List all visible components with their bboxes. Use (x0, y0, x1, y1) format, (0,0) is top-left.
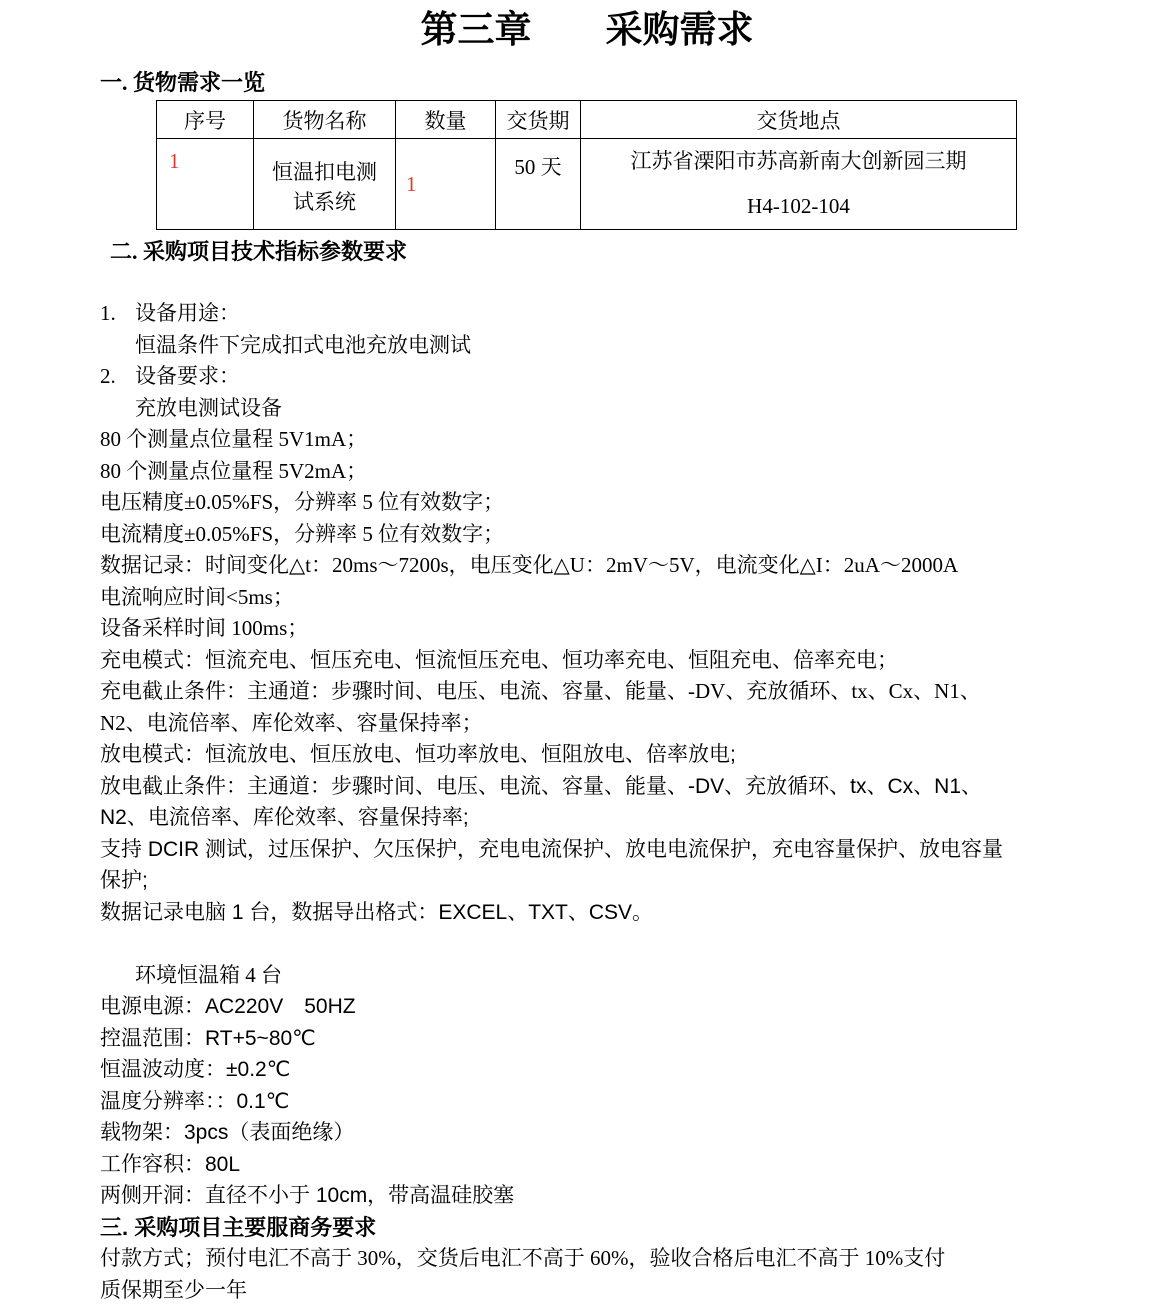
item-number: 2. (100, 364, 116, 388)
item-label: 设备要求： (135, 364, 240, 388)
payment-terms-line: 付款方式；预付电汇不高于 30%，交货后电汇不高于 60%，验收合格后电汇不高于 10%支付 (100, 1246, 946, 1270)
goods-table-row (157, 139, 1017, 230)
spec-line: 充电模式：恒流充电、恒压充电、恒流恒压充电、恒功率充电、恒阻充电、倍率充电； (100, 647, 898, 672)
numbered-item-1 (100, 298, 1174, 330)
delivery-location-line1: 江苏省溧阳市苏高新南大创新园三期 (630, 149, 967, 173)
column-header-serial: 序号 (157, 101, 254, 139)
cell-delivery-period: 50 天 (496, 139, 581, 230)
goods-table (156, 100, 1017, 230)
spec-line: 数据记录：时间变化△t：20ms～7200s，电压变化△U：2mV～5V，电流变化△I：2uA～2000A (100, 553, 959, 577)
spec-line: N2、电流倍率、库伦效率、容量保持率; (100, 806, 469, 829)
thermostat-intro: 环境恒温箱 4 台 (135, 962, 282, 987)
section-heading-goods: 一. 货物需求一览 (100, 70, 266, 95)
column-header-quantity: 数量 (396, 101, 496, 139)
delivery-location-line2: H4-102-104 (747, 194, 850, 218)
section-heading-commercial: 三. 采购项目主要服商务要求 (100, 1214, 377, 1240)
spec-line: 支持 DCIR 测试，过压保护、欠压保护，充电电流保护、放电电流保护，充电容量保护、放电容量 (100, 837, 1003, 861)
column-header-location: 交货地点 (581, 101, 1017, 139)
cell-serial-no: 1 (157, 139, 254, 230)
thermostat-line: 工作容积：80L (100, 1152, 241, 1176)
thermostat-line: 载物架：3pcs（表面绝缘） (100, 1121, 355, 1144)
item-2-detail: 充放电测试设备 (135, 395, 282, 420)
spec-line: 80 个测量点位量程 5V1mA； (100, 427, 368, 451)
spec-line: 设备采样时间 100ms； (100, 616, 309, 640)
spec-line: 放电模式：恒流放电、恒压放电、恒功率放电、恒阻放电、倍率放电; (100, 743, 736, 766)
numbered-item-2 (100, 361, 1174, 393)
thermostat-line: 两侧开洞：直径不小于 10cm，带高温硅胶塞 (100, 1184, 515, 1207)
section-heading-specs: 二. 采购项目技术指标参数要求 (110, 239, 408, 264)
spec-line: 电流响应时间<5ms； (100, 584, 294, 609)
specs-body (100, 298, 1174, 1304)
thermostat-line: 控温范围：RT+5~80℃ (100, 1026, 316, 1050)
goods-name-line2: 试系统 (293, 190, 356, 214)
blank-line (100, 928, 1174, 960)
spec-line: 电压精度±0.05%FS，分辨率 5 位有效数字； (100, 490, 505, 514)
spec-line: 电流精度±0.05%FS，分辨率 5 位有效数字； (100, 521, 505, 546)
cell-quantity: 1 (396, 139, 496, 230)
page-title: 第三章 采购需求 (420, 10, 754, 51)
spec-line: 80 个测量点位量程 5V2mA； (100, 458, 368, 483)
item-number: 1. (100, 301, 116, 325)
warranty-line: 质保期至少一年 (100, 1277, 247, 1302)
column-header-period: 交货期 (496, 101, 581, 139)
spec-line: 保护; (100, 869, 148, 892)
column-header-name: 货物名称 (254, 101, 396, 139)
cell-delivery-location (581, 139, 1017, 230)
item-1-detail: 恒温条件下完成扣式电池充放电测试 (135, 332, 471, 357)
thermostat-line: 电源电源：AC220V 50HZ (100, 995, 356, 1018)
spec-line: 充电截止条件：主通道：步骤时间、电压、电流、容量、能量、-DV、充放循环、tx、Cx、N1、 (100, 679, 981, 703)
goods-name-line1: 恒温扣电测 (272, 160, 377, 184)
item-label: 设备用途： (135, 301, 240, 325)
spec-line: N2、电流倍率、库伦效率、容量保持率； (100, 710, 483, 735)
spec-line: 放电截止条件：主通道：步骤时间、电压、电流、容量、能量、-DV、充放循环、tx、Cx、N1、 (100, 774, 983, 798)
spec-line: 数据记录电脑 1 台，数据导出格式：EXCEL、TXT、CSV。 (100, 900, 654, 924)
thermostat-line: 恒温波动度：±0.2℃ (100, 1058, 291, 1081)
cell-goods-name (254, 139, 396, 230)
thermostat-line: 温度分辨率：：0.1℃ (100, 1089, 290, 1113)
goods-table-header-row (157, 101, 1017, 139)
